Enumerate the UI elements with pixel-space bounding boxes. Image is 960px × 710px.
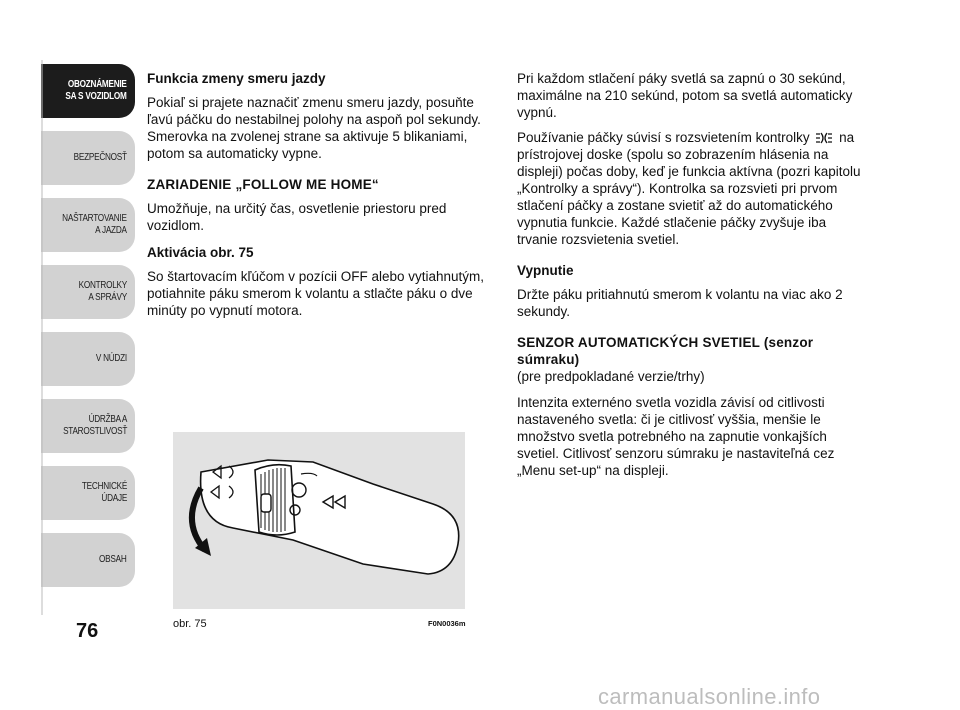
lever-drawing <box>173 432 465 609</box>
tab-label: ÚDRŽBA A STAROSTLIVOSŤ <box>62 414 127 437</box>
tab-label: BEZPEČNOSŤ <box>73 152 127 163</box>
paragraph-off: Držte páku pritiahnutú smerom k volantu na viac ako 2 sekundy. <box>517 287 843 319</box>
watermark: carmanualsonline.info <box>598 684 821 709</box>
tab-label: KONTROLKY A SPRÁVY <box>78 280 127 303</box>
heading-follow-me-home: ZARIADENIE „FOLLOW ME HOME“ <box>147 177 379 192</box>
paragraph-indicator <box>517 129 869 248</box>
tab-label: OBSAH <box>99 554 127 565</box>
paragraph-follow-me-home: Umožňuje, na určitý čas, osvetlenie priestoru pred vozidlom. <box>147 201 447 233</box>
sensor-note: (pre predpokladané verzie/trhy) <box>517 369 705 384</box>
tab-label: OBOZNÁMENIE SA S VOZIDLOM <box>65 79 127 102</box>
left-column <box>147 70 497 327</box>
paragraph-direction-change: Pokiaľ si prajete naznačiť zmenu smeru jazdy, posuňte ľavú páčku do nestabilnej polohy na aspoň pol sekundy. Smerovka na zvolenej strane sa aktivuje 5 blikaniami, potom sa automaticky vypne. <box>147 95 481 161</box>
heading-activation: Aktivácia obr. 75 <box>147 245 254 260</box>
tab-bezpecnost[interactable] <box>41 131 135 185</box>
paragraph-indicator-start: Používanie páčky súvisí s rozsvietením kontrolky <box>517 130 810 145</box>
paragraph-indicator-end: na prístrojovej doske (spolu so zobrazením hlásenia na displeji) počas doby, keď je funkcia aktívna (pozri kapitolu „Kontrolky a správy“). Kontrolka sa rozsvieti pri prvom stlačení páčky a zostane svietiť až do automatického vypnutia funkcie. Každé stlačenie páčky zvyšuje iba trvanie rozsvietenia svetiel. <box>517 130 861 247</box>
tab-obsah[interactable] <box>41 533 135 587</box>
right-column <box>517 70 869 487</box>
tab-label: V NÚDZI <box>95 353 127 364</box>
heading-direction-change: Funkcia zmeny smeru jazdy <box>147 71 326 86</box>
page-number: 76 <box>76 620 99 642</box>
paragraph-timing: Pri každom stlačení páky svetlá sa zapnú o 30 sekúnd, maximálne na 210 sekúnd, potom sa svetlá automaticky vypnú. <box>517 71 853 120</box>
tab-technicke[interactable] <box>41 466 135 520</box>
heading-sensor: SENZOR AUTOMATICKÝCH SVETIEL (senzor súmraku) <box>517 335 814 367</box>
figure-code: F0N0036m <box>428 619 466 628</box>
paragraph-sensor: Intenzita externéno svetla vozidla závisí od citlivosti nastaveného svetla: či je citlivosť vyššia, menšie le množstvo svetla potrebného na zapnutie vonkajších svetiel. Citlivosť senzoru súmraku je nastaviteľná cez „Menu set-up“ na displeji. <box>517 395 835 478</box>
paragraph-activation: So štartovacím kľúčom v pozícii OFF alebo vytiahnutým, potiahnite páku smerom k volantu a stlačte páku o dve minúty po vypnutí motora. <box>147 269 485 318</box>
tab-nastartovanie[interactable] <box>41 198 135 252</box>
follow-me-home-icon <box>813 132 835 144</box>
figure-lever-illustration <box>173 432 465 609</box>
tab-label: TECHNICKÉ ÚDAJE <box>81 481 127 504</box>
tab-udrzba[interactable] <box>41 399 135 453</box>
tab-v-nudzi[interactable] <box>41 332 135 386</box>
tab-kontrolky[interactable] <box>41 265 135 319</box>
tab-strip-line <box>40 60 44 620</box>
heading-off: Vypnutie <box>517 263 574 278</box>
tab-label: NAŠTARTOVANIE A JAZDA <box>62 213 127 236</box>
figure-caption: obr. 75 <box>173 618 207 630</box>
tab-oboznamenie[interactable] <box>41 64 135 118</box>
chapter-tabs <box>41 64 135 600</box>
